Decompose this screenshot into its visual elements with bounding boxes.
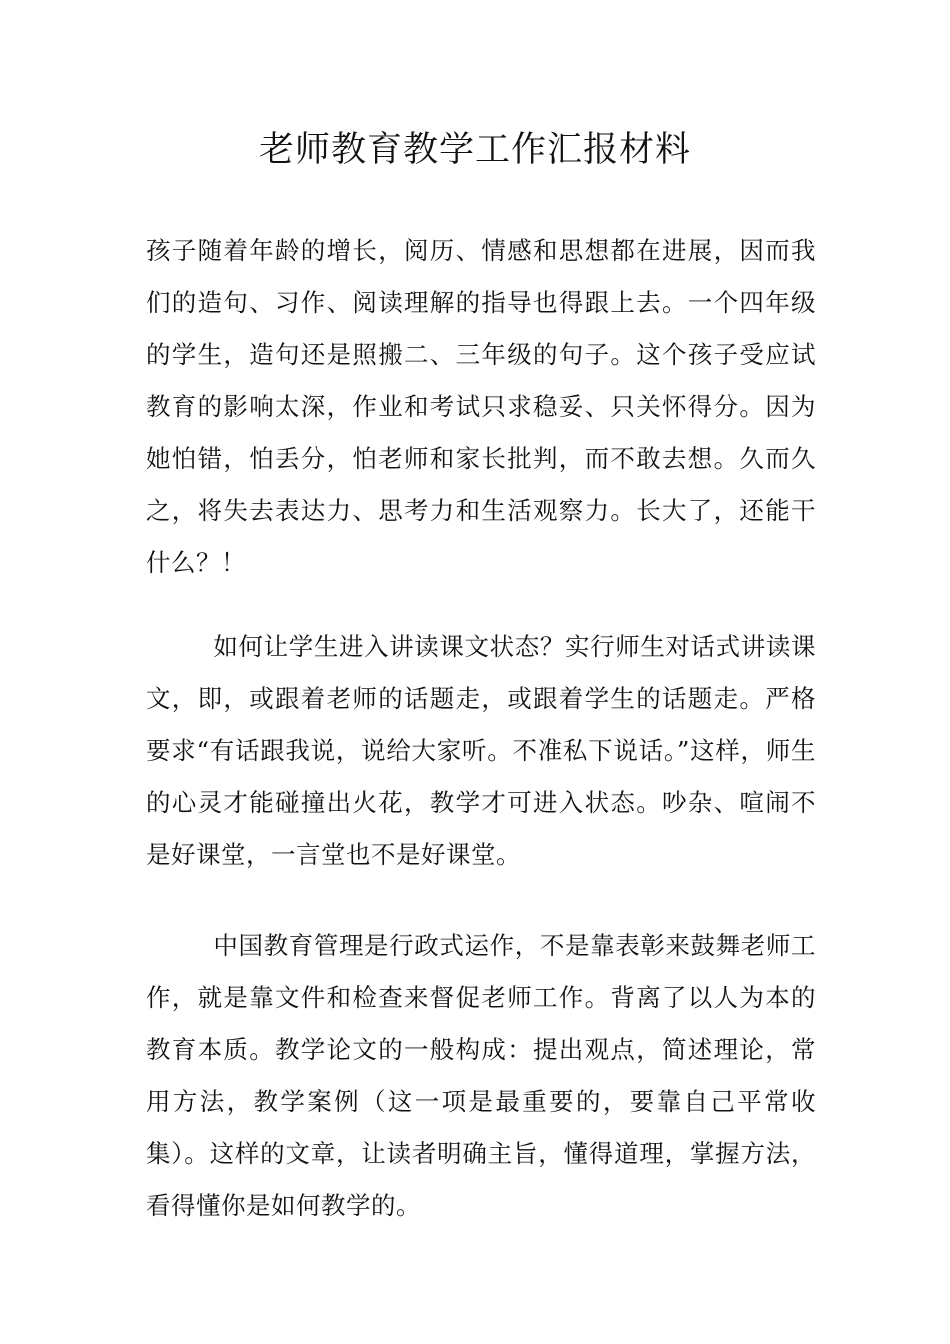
document-title: 老师教育教学工作汇报材料	[258, 130, 691, 170]
body-paragraph-3: 中国教育管理是行政式运作，不是靠表彰来鼓舞老师工作，就是靠文件和检查来督促老师工作。背离了以人为本的教育本质。教学论文的一般构成：提出观点，简述理论，常用方法，教学案例（这一项是最重要的，要靠自己平常收集）。这样的文章，让读者明确主旨，懂得道理，掌握方法，看得懂你是如何教学的。	[146, 931, 816, 1220]
body-paragraph-1: 孩子随着年龄的增长，阅历、情感和思想都在进展，因而我们的造句、习作、阅读理解的指导也得跟上去。一个四年级的学生，造句还是照搬二、三年级的句子。这个孩子受应试教育的影响太深，作业和考试只求稳妥、只关怀得分。因为她怕错，怕丢分，怕老师和家长批判，而不敢去想。久而久之，将失去表达力、思考力和生活观察力。长大了，还能干什么？！	[146, 236, 816, 577]
body-paragraph-2: 如何让学生进入讲读课文状态？实行师生对话式讲读课文，即，或跟着老师的话题走，或跟着学生的话题走。严格要求“有话跟我说，说给大家听。不准私下说话。”这样，师生的心灵才能碰撞出火花，教学才可进入状态。吵杂、喧闹不是好课堂，一言堂也不是好课堂。	[146, 632, 816, 869]
